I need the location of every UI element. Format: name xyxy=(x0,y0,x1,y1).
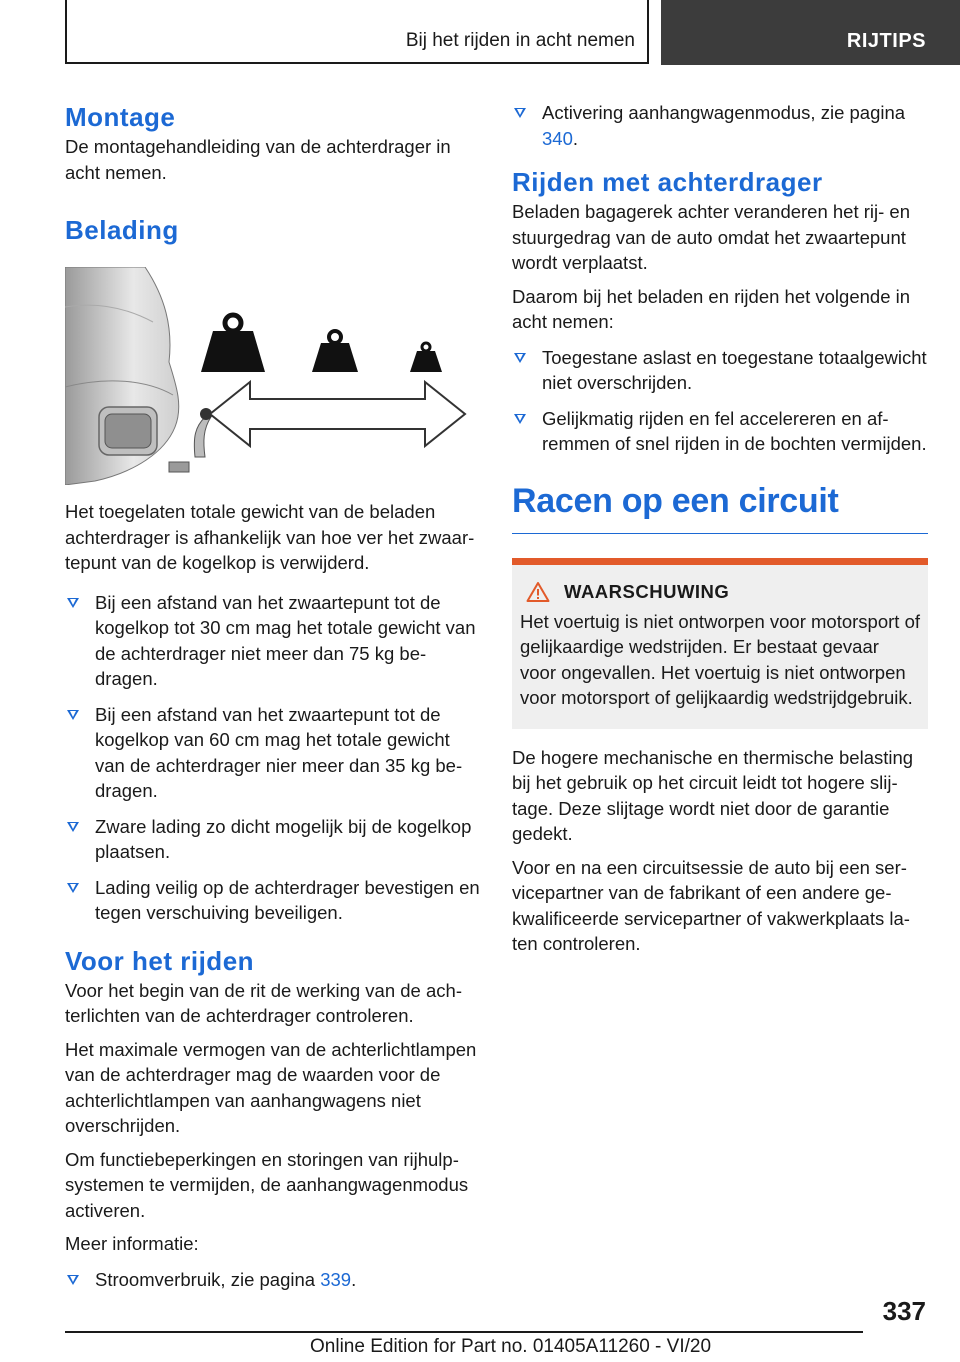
rijden-heading: Rijden met achterdrager xyxy=(512,167,823,197)
warning-label: WAARSCHUWING xyxy=(564,580,730,602)
triangle-bullet-icon xyxy=(67,598,79,608)
voor-paragraph-3: Om functiebeperkingen en storingen van rijhulpsystemen te vermijden, de aanhangwagenmodus activeren. xyxy=(65,1148,469,1221)
triangle-bullet-icon xyxy=(514,414,526,424)
triangle-bullet-icon xyxy=(67,710,79,720)
page-link-339[interactable]: 339 xyxy=(320,1268,352,1290)
warning-text: Het voertuig is niet ontworpen voor motorsport of gelijkaardige wedstrijden. Er bestaat gevaar voor ongevallen. Het voertuig is niet ontworpen voor motorsport of gelijkaardig wedstrijdgebruik. xyxy=(520,610,920,708)
left-column xyxy=(65,100,480,1302)
header-section-title: Bij het rijden in acht nemen xyxy=(405,30,635,51)
racen-paragraph-1: De hogere mechanische en thermische belasting bij het gebruik op het circuit leidt tot hogere slijtage. Deze slijtage wordt niet door de garantie gedekt. xyxy=(512,746,914,844)
triangle-bullet-icon xyxy=(67,883,79,893)
triangle-bullet-icon xyxy=(514,108,526,118)
montage-heading: Montage xyxy=(65,102,176,132)
page-link-340[interactable]: 340 xyxy=(542,127,573,149)
list-item: Bij een afstand van het zwaartepunt tot de kogelkop tot 30 cm mag het totale gewicht van de achterdrager niet meer dan 75 kg bedragen. xyxy=(65,590,480,692)
triangle-bullet-icon xyxy=(67,1275,79,1285)
warning-triangle-icon xyxy=(526,581,550,603)
voor-list xyxy=(65,1267,480,1293)
voor-paragraph-2: Het maximale vermogen van de achterlichtlampen van de achterdrager mag de waarden voor de achterlichtlampen van aanhangwagens niet overschrijden. xyxy=(65,1038,477,1136)
list-item: Toegestane aslast en toegestane totaalgewicht niet overschrijden. xyxy=(512,345,928,396)
list-item: Zware lading zo dicht mogelijk bij de kogelkop plaatsen. xyxy=(65,814,480,865)
list-item: Stroomverbruik, zie pagina 339. xyxy=(65,1267,480,1293)
header-chapter-title: RIJTIPS xyxy=(846,30,926,52)
voor-het-rijden-heading: Voor het rijden xyxy=(65,945,255,976)
belading-text: Het toegelaten totale gewicht van de beladen achterdrager is afhankelijk van hoe ver het zwaartepunt van de kogelkop is verwijderd. xyxy=(65,501,475,573)
list-item: Activering aanhangwagenmodus, zie pagina 340. xyxy=(512,100,928,151)
load-distance-illustration xyxy=(65,267,480,485)
footer-divider xyxy=(65,1331,863,1333)
voor-paragraph-4: Meer informatie: xyxy=(65,1233,199,1254)
rijden-paragraph-1: Beladen bagagerek achter veranderen het rij- en stuurgedrag van de auto omdat het zwaartepunt wordt verplaatst. xyxy=(512,201,911,273)
belading-heading: Belading xyxy=(65,215,179,245)
racen-heading: Racen op een circuit xyxy=(512,479,928,534)
voor-paragraph-1: Voor het begin van de rit de werking van de achterlichten van de achterdrager controleren. xyxy=(65,979,462,1026)
triangle-bullet-icon xyxy=(67,822,79,832)
belading-list xyxy=(65,590,480,926)
rijden-list xyxy=(512,345,928,457)
montage-text: De montagehandleiding van de achterdrager in acht nemen. xyxy=(65,136,451,183)
list-item: Lading veilig op de achterdrager bevestigen en tegen verschuiving beveiligen. xyxy=(65,875,480,926)
right-column xyxy=(512,100,928,965)
racen-paragraph-2: Voor en na een circuitsessie de auto bij een servicepartner van de fabrikant of een andere gekwalificeerde servicepartner of vakwerkplaats laten controleren. xyxy=(512,856,910,954)
header-chapter-box xyxy=(661,0,960,65)
list-item: Bij een afstand van het zwaartepunt tot de kogelkop van 60 cm mag het totale gewicht van de achterdrager nier meer dan 35 kg bedragen. xyxy=(65,702,480,804)
list-item: Gelijkmatig rijden en fel accelereren en afremmen of snel rijden in de bochten vermijden. xyxy=(512,406,928,457)
activering-list xyxy=(512,100,928,151)
rijden-paragraph-2: Daarom bij het beladen en rijden het volgende in acht nemen: xyxy=(512,285,911,332)
warning-header xyxy=(520,581,920,603)
page-number: 337 xyxy=(882,1296,926,1326)
footer-edition: Online Edition for Part no. 01405A11260 - VI/20 xyxy=(310,1336,712,1357)
header-section-box xyxy=(65,0,649,64)
triangle-bullet-icon xyxy=(514,353,526,363)
warning-box xyxy=(512,558,928,729)
